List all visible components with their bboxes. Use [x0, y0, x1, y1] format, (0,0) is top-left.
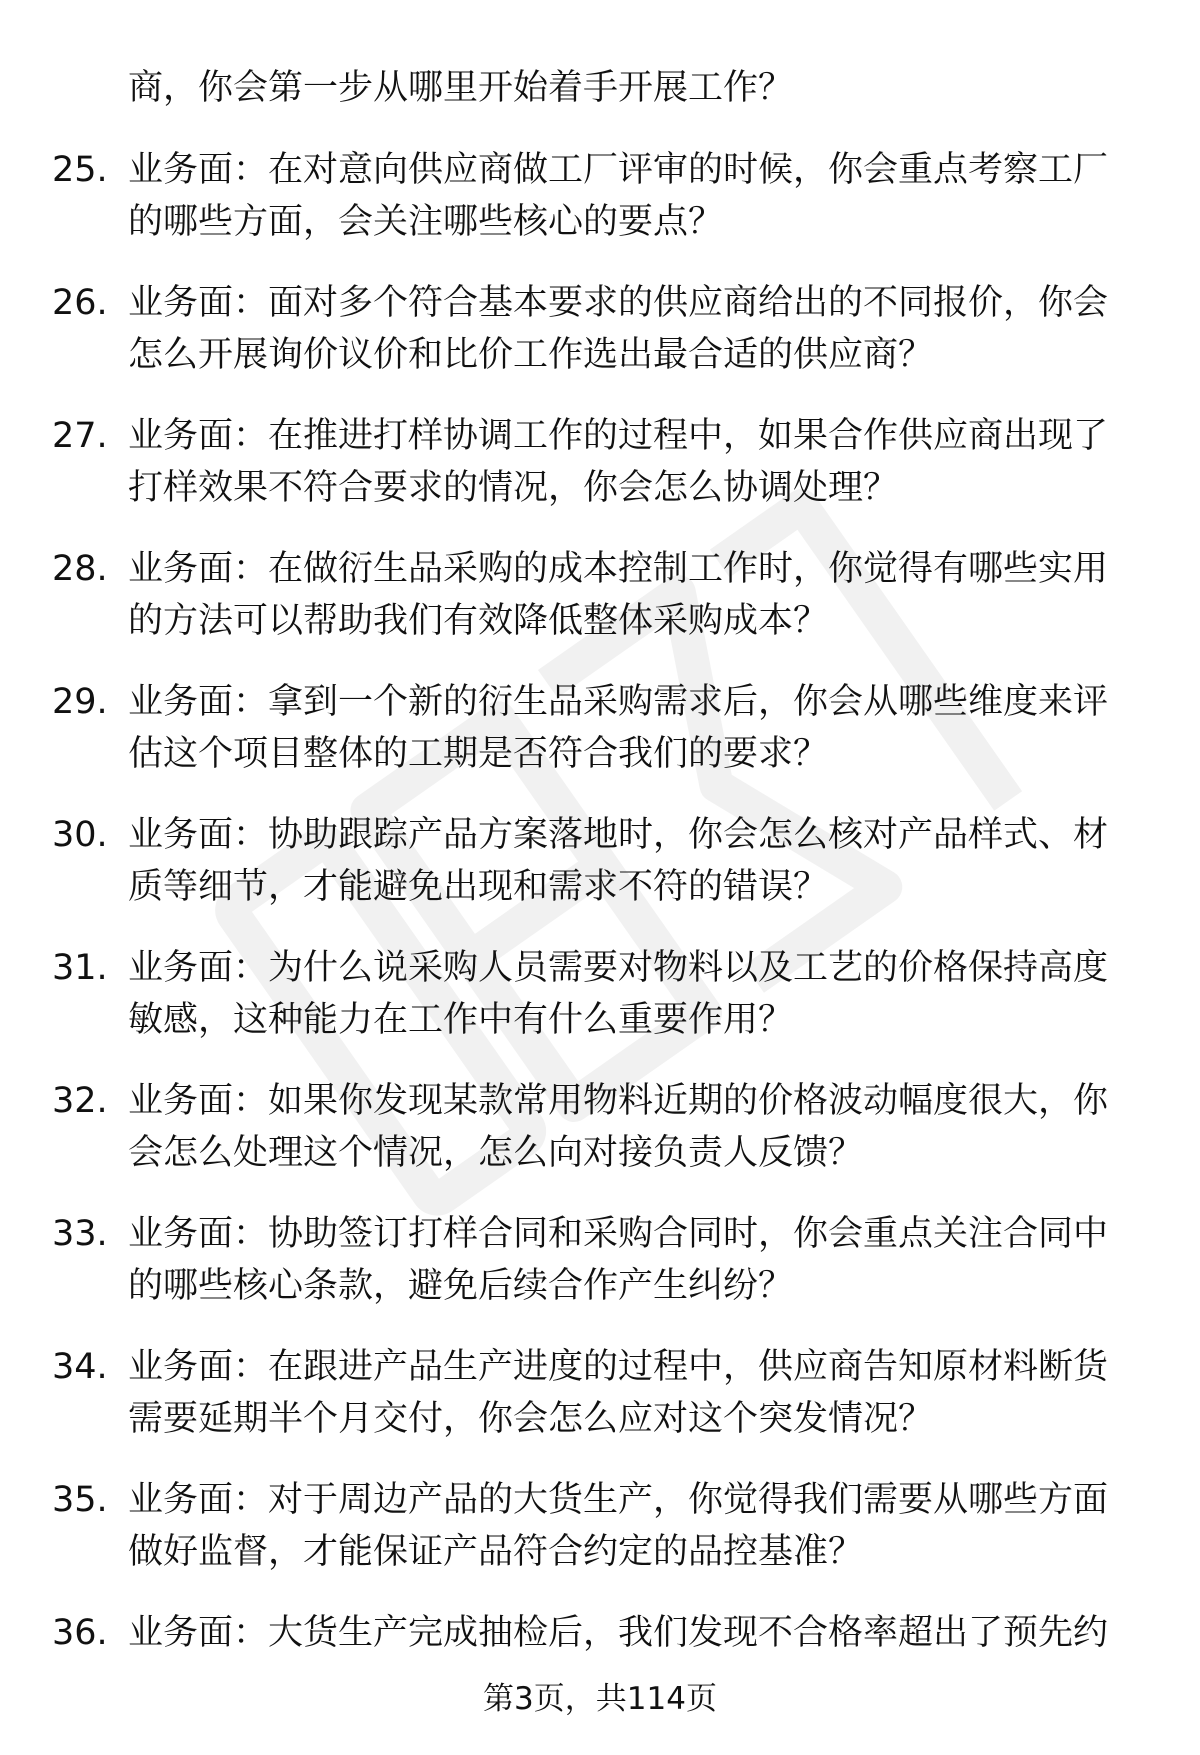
question-line: 业务面：在做衍生品采购的成本控制工作时，你觉得有哪些实用 — [128, 549, 1109, 589]
question-text — [128, 1075, 1168, 1179]
question-text — [128, 1474, 1168, 1578]
question-line: 打样效果不符合要求的情况，你会怎么协调处理？ — [128, 468, 899, 508]
question-number: 34. — [52, 1347, 108, 1387]
question-text — [128, 809, 1168, 913]
question-line: 的哪些方面，会关注哪些核心的要点？ — [128, 202, 724, 242]
question-line: 业务面：大货生产完成抽检后，我们发现不合格率超出了预先约 — [128, 1613, 1109, 1653]
question-number: 35. — [52, 1480, 108, 1520]
question-line: 业务面：在推进打样协调工作的过程中，如果合作供应商出现了 — [128, 416, 1109, 456]
question-line: 业务面：在跟进产品生产进度的过程中，供应商告知原材料断货 — [128, 1347, 1109, 1387]
question-list — [0, 144, 1200, 1740]
question-line: 的方法可以帮助我们有效降低整体采购成本？ — [128, 601, 829, 641]
question-line: 需要延期半个月交付，你会怎么应对这个突发情况？ — [128, 1399, 934, 1439]
question-line: 业务面：为什么说采购人员需要对物料以及工艺的价格保持高度 — [128, 948, 1109, 988]
question-number: 31. — [52, 948, 108, 988]
question-item — [0, 1075, 1200, 1208]
question-item — [0, 1607, 1200, 1740]
question-line: 怎么开展询价议价和比价工作选出最合适的供应商？ — [128, 335, 934, 375]
question-number: 27. — [52, 416, 108, 456]
question-item — [0, 1474, 1200, 1607]
question-item — [0, 809, 1200, 942]
question-text — [128, 277, 1168, 381]
question-line: 的哪些核心条款，避免后续合作产生纠纷？ — [128, 1266, 794, 1306]
question-number: 36. — [52, 1613, 108, 1653]
question-text — [128, 676, 1168, 780]
question-text — [128, 1341, 1168, 1445]
question-item — [0, 942, 1200, 1075]
question-line: 估这个项目整体的工期是否符合我们的要求？ — [128, 734, 829, 774]
question-line: 业务面：面对多个符合基本要求的供应商给出的不同报价，你会 — [128, 283, 1109, 323]
question-text — [128, 543, 1168, 647]
question-item — [0, 676, 1200, 809]
page-footer: 第3页，共114页 — [483, 1681, 717, 1717]
question-item — [0, 1208, 1200, 1341]
question-item — [0, 543, 1200, 676]
question-text — [128, 1607, 1168, 1659]
question-item — [0, 1341, 1200, 1474]
question-number: 32. — [52, 1081, 108, 1121]
question-number: 28. — [52, 549, 108, 589]
question-text — [128, 1208, 1168, 1312]
question-number: 26. — [52, 283, 108, 323]
question-number: 25. — [52, 150, 108, 190]
question-line: 业务面：如果你发现某款常用物料近期的价格波动幅度很大，你 — [128, 1081, 1109, 1121]
question-line: 业务面：协助签订打样合同和采购合同时，你会重点关注合同中 — [128, 1214, 1109, 1254]
question-text — [128, 144, 1168, 248]
question-item — [0, 410, 1200, 543]
question-number: 30. — [52, 815, 108, 855]
question-line: 业务面：对于周边产品的大货生产，你觉得我们需要从哪些方面 — [128, 1480, 1109, 1520]
continued-question-text: 商，你会第一步从哪里开始着手开展工作？ — [128, 68, 794, 108]
question-text — [128, 942, 1168, 1046]
question-line: 质等细节，才能避免出现和需求不符的错误？ — [128, 867, 829, 907]
question-line: 业务面：拿到一个新的衍生品采购需求后，你会从哪些维度来评 — [128, 682, 1109, 722]
question-line: 会怎么处理这个情况，怎么向对接负责人反馈？ — [128, 1133, 864, 1173]
question-line: 敏感，这种能力在工作中有什么重要作用？ — [128, 1000, 794, 1040]
question-text — [128, 410, 1168, 514]
question-line: 业务面：在对意向供应商做工厂评审的时候，你会重点考察工厂 — [128, 150, 1109, 190]
question-item — [0, 144, 1200, 277]
question-number: 29. — [52, 682, 108, 722]
question-number: 33. — [52, 1214, 108, 1254]
question-line: 业务面：协助跟踪产品方案落地时，你会怎么核对产品样式、材 — [128, 815, 1109, 855]
question-line: 做好监督，才能保证产品符合约定的品控基准？ — [128, 1532, 864, 1572]
question-item — [0, 277, 1200, 410]
